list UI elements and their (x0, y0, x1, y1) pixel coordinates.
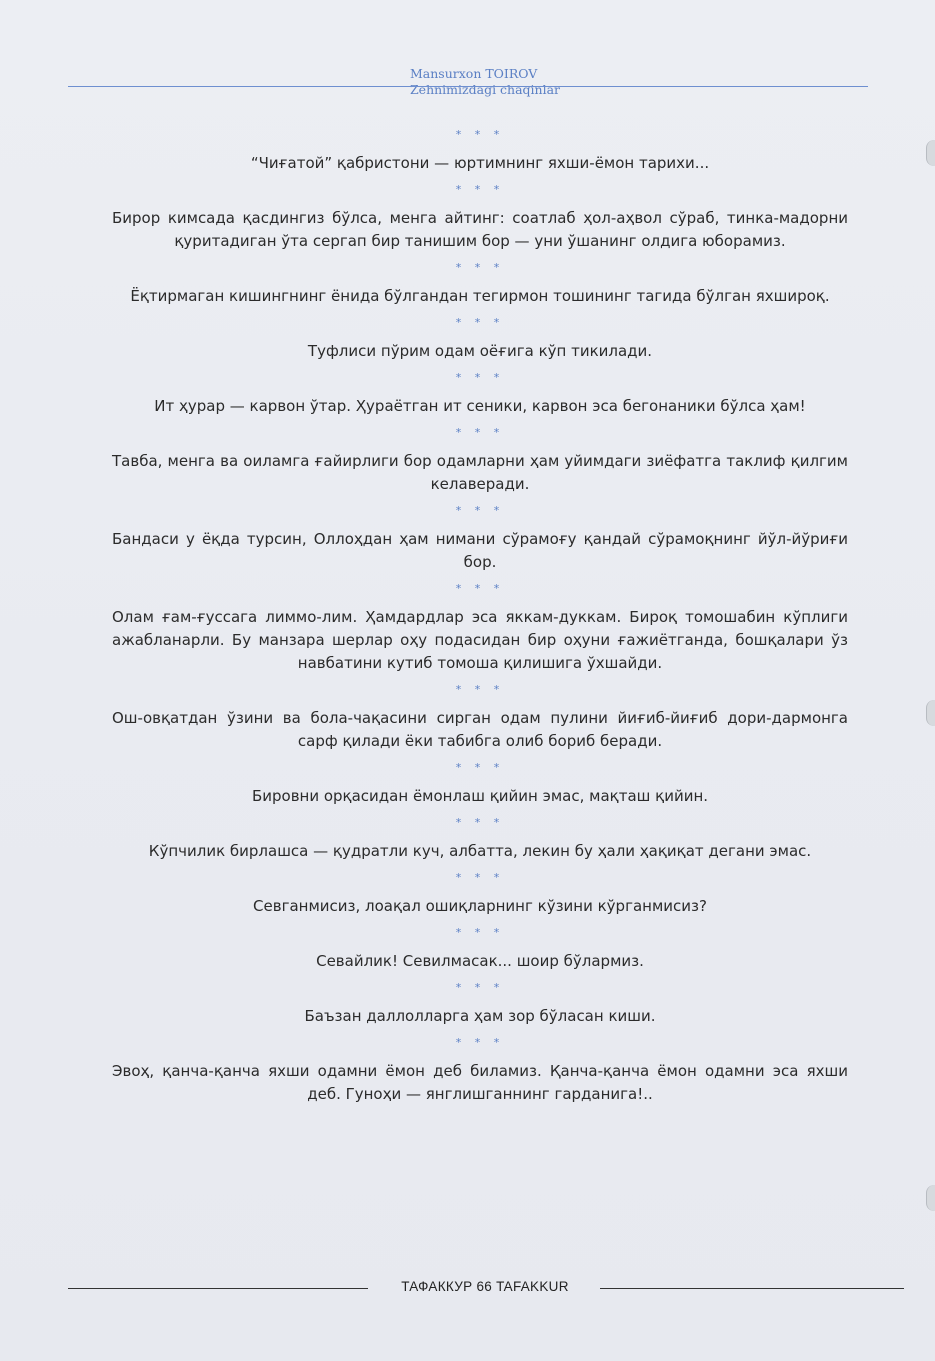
aphorism-paragraph: Бандаси у ёқда турсин, Оллоҳдан ҳам нимани сўрамоғу қандай сўрамоқнинг йўл-йўриғи бор. (112, 530, 848, 571)
separator-stars: * * * (455, 128, 505, 141)
aphorism-paragraph: Бировни орқасидан ёмонлаш қийин эмас, мақташ қийин. (251, 787, 709, 805)
binder-hole-mark (926, 140, 935, 166)
header-rule (68, 86, 868, 87)
aphorism-paragraph: Бирор кимсада қасдингиз бўлса, менга айтинг: соатлаб ҳол-аҳвол сўраб, тинка-мадорни қуритадиган ўта сергап бир танишим бор — уни ўшанинг олдига юборамиз. (112, 209, 848, 250)
page-footer (68, 1276, 904, 1300)
aphorism-paragraph: Баъзан даллолларга ҳам зор бўласан киши. (304, 1007, 656, 1025)
separator-stars: * * * (455, 1036, 505, 1049)
binder-hole-mark (926, 700, 935, 726)
separator-stars: * * * (455, 683, 505, 696)
aphorism-paragraph: Кўпчилик бирлашса — қудратли куч, албатта, лекин бу ҳали ҳақиқат дегани эмас. (148, 842, 812, 860)
aphorism-paragraph: Севганмисиз, лоақал ошиқларнинг кўзини кўрганмисиз? (253, 897, 707, 915)
footer-page-label: ТАФАККУР 66 TAFAKKUR (401, 1279, 569, 1294)
separator-stars: * * * (455, 926, 505, 939)
aphorism-paragraph: Ош-овқатдан ўзини ва бола-чақасини сирган одам пулини йиғиб-йиғиб дори-дармонга сарф қилади ёки табибга олиб бориб беради. (112, 709, 848, 750)
aphorism-paragraph: Туфлиси пўрим одам оёғига кўп тикилади. (307, 342, 653, 360)
running-header (410, 66, 560, 98)
separator-stars: * * * (455, 261, 505, 274)
separator-stars: * * * (455, 183, 505, 196)
aphorism-paragraph: “Чиғатой” қабристони — юртимнинг яхши-ёмон тарихи... (250, 154, 710, 172)
footer-rule-left (68, 1288, 368, 1289)
header-author: Mansurxon TOIROV (410, 66, 538, 81)
aphorism-paragraph: Тавба, менга ва оиламга ғайирлиги бор одамларни ҳам уйимдаги зиёфатга таклиф қилгим келаверади. (112, 452, 848, 493)
separator-stars: * * * (455, 761, 505, 774)
header-book-title: Zehnimizdagi chaqinlar (410, 82, 561, 97)
separator-stars: * * * (455, 871, 505, 884)
separator-stars: * * * (455, 316, 505, 329)
separator-stars: * * * (455, 371, 505, 384)
aphorism-list (100, 120, 860, 1106)
separator-stars: * * * (455, 504, 505, 517)
aphorism-paragraph: Эвоҳ, қанча-қанча яхши одамни ёмон деб биламиз. Қанча-қанча ёмон одамни эса яхши деб. Гуноҳи — янглишганнинг гарданига!.. (112, 1062, 848, 1103)
footer-rule-right (600, 1288, 904, 1289)
aphorism-paragraph: Ёқтирмаган кишингнинг ёнида бўлгандан тегирмон тошининг тагида бўлган яхшироқ. (130, 287, 830, 305)
separator-stars: * * * (455, 582, 505, 595)
binder-hole-mark (926, 1185, 935, 1211)
separator-stars: * * * (455, 816, 505, 829)
separator-stars: * * * (455, 981, 505, 994)
separator-stars: * * * (455, 426, 505, 439)
aphorism-paragraph: Ит ҳурар — карвон ўтар. Ҳураётган ит сеники, карвон эса бегонаники бўлса ҳам! (154, 397, 806, 415)
aphorism-paragraph: Севайлик! Севилмасак... шоир бўлармиз. (316, 952, 644, 970)
aphorism-paragraph: Олам ғам-ғуссага лиммо-лим. Ҳамдардлар эса яккам-дуккам. Бироқ томошабин кўплиги ажабланарли. Бу манзара шерлар оҳу подасидан бир оҳуни ғажиётганда, бошқалари ўз навбатини кутиб томоша қилишига ўхшайди. (112, 608, 848, 672)
